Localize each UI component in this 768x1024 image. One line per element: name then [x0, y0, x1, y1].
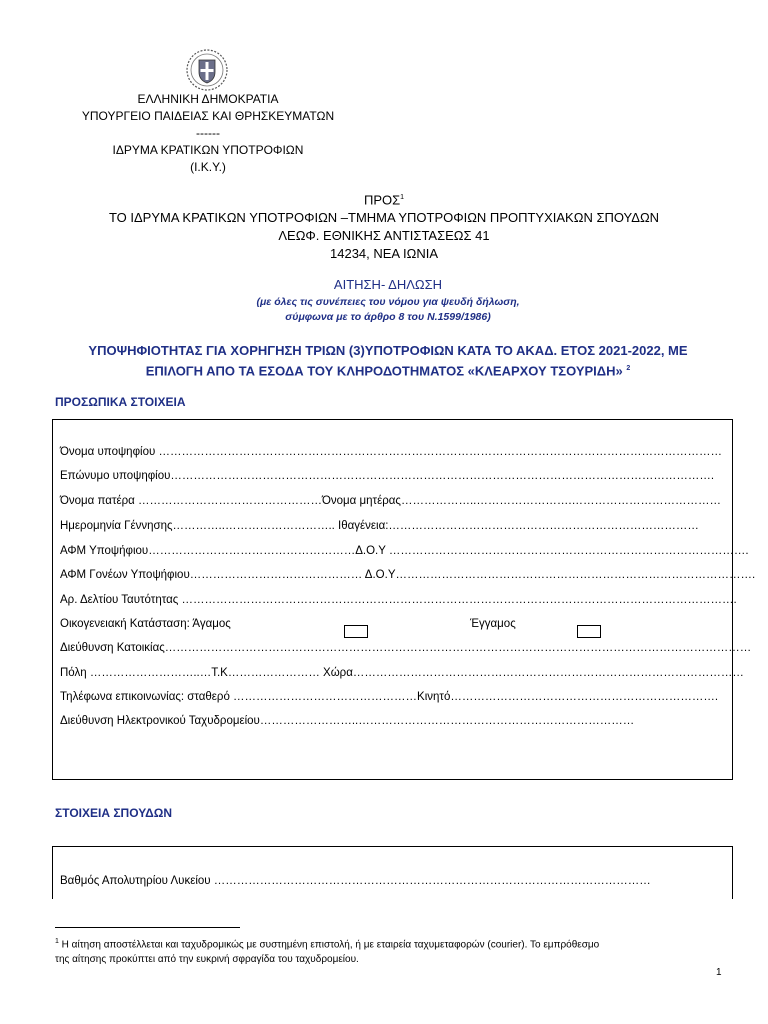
- recipient-to: ΠΡΟΣ$^1$: [363, 192, 405, 208]
- legal-note: [0, 295, 768, 325]
- legal-note-line1: (με όλες τις συνέπειες του νόμου για ψευδή δήλωση,: [256, 296, 520, 308]
- personal-section-heading: ΠΡΟΣΩΠΙΚΑ ΣΤΟΙΧΕΙΑ: [55, 395, 186, 409]
- id-card-field[interactable]: Αρ. Δελτίου Ταυτότητας ……………………………………………………………………………………………………………………………….: [60, 594, 737, 606]
- parents-tax-id-field[interactable]: ΑΦΜ Γονέων Υποψήφιου……………………………………… Δ.Ο.Υ………………………………………………………………………………….: [60, 569, 756, 581]
- foundation-abbr: (Ι.Κ.Υ.): [190, 160, 226, 174]
- legal-note-line2: σύμφωνα με το άρθρο 8 του Ν.1599/1986): [285, 311, 491, 323]
- marital-status-label: Οικογενειακή Κατάσταση: Άγαμος: [60, 618, 231, 630]
- studies-section-heading: ΣΤΟΙΧΕΙΑ ΣΠΟΥΔΩΝ: [55, 806, 173, 820]
- application-subject: [0, 342, 768, 380]
- first-name-field[interactable]: Όνομα υποψηφίου …………………………………………………………………………………………………………………………………: [60, 446, 722, 458]
- application-title: ΑΙΤΗΣΗ- ΔΗΛΩΣΗ: [333, 277, 443, 292]
- footnote-ref-1: 1: [400, 194, 405, 201]
- married-checkbox[interactable]: [577, 625, 601, 638]
- tax-id-field[interactable]: ΑΦΜ Υποψήφιου………………………………………………Δ.Ο.Υ ………………………………………………………………………………….: [60, 545, 749, 557]
- subject-line2: ΕΠΙΛΟΓΗ ΑΠΟ ΤΑ ΕΣΟΔΑ ΤΟΥ ΚΛΗΡΟΔΟΤΗΜΑΤΟΣ «ΚΛΕΑΡΧΟΥ ΤΣΟΥΡΙΔΗ» $^2$: [145, 363, 631, 379]
- issuer-header: [60, 91, 356, 176]
- recipient-block: [0, 189, 768, 263]
- greek-emblem-icon: [185, 48, 229, 92]
- republic-name: ΕΛΛΗΝΙΚΗ ΔΗΜΟΚΡΑΤΙΑ: [137, 92, 279, 106]
- footnote-line1: $^1$ Η αίτηση αποστέλλεται και ταχυδρομικώς με συστημένη επιστολή, ή με εταιρεία ταχυμεταφορών (courier). Το εμπρόθεσμο: [55, 938, 600, 951]
- recipient-dept: ΤΟ ΙΔΡΥΜΑ ΚΡΑΤΙΚΩΝ ΥΠΟΤΡΟΦΙΩΝ –ΤΜΗΜΑ ΥΠΟΤΡΟΦΙΩΝ ΠΡΟΠΤΥΧΙΑΚΩΝ ΣΠΟΥΔΩΝ: [108, 210, 660, 226]
- subject-line1: ΥΠΟΨΗΦΙΟΤΗΤΑΣ ΓΙΑ ΧΟΡΗΓΗΣΗ ΤΡΙΩΝ (3)ΥΠΟΤΡΟΦΙΩΝ ΚΑΤΑ ΤΟ ΑΚΑΔ. ΕΤΟΣ 2021-2022, ΜΕ: [88, 343, 688, 358]
- email-field[interactable]: Διεύθυνση Ηλεκτρονικού Ταχυδρομείου……………………..………………………………………………………………: [60, 715, 635, 727]
- last-name-field[interactable]: Επώνυμο υποψηφίου…………………………………………………………………………………………………………………………….: [60, 470, 715, 482]
- header-separator: ------: [196, 126, 220, 140]
- phones-field[interactable]: Τηλέφωνα επικοινωνίας: σταθερό …………………………………………Κινητό…………………………………………………………….: [60, 691, 719, 703]
- recipient-city: 14234, ΝΕΑ ΙΩΝΙΑ: [330, 246, 438, 262]
- ministry-name: ΥΠΟΥΡΓΕΙΟ ΠΑΙΔΕΙΑΣ ΚΑΙ ΘΡΗΣΚΕΥΜΑΤΩΝ: [81, 109, 335, 123]
- parents-names-field[interactable]: Όνομα πατέρα …………………………………………Όνομα μητέρας………………..…………………….…………………………………: [60, 495, 722, 507]
- school-grade-field[interactable]: Βαθμός Απολυτηρίου Λυκείου ……………………………………………………………………………………………………: [60, 875, 651, 887]
- page-number: 1: [716, 967, 722, 978]
- studies-box: [52, 846, 733, 899]
- birth-nationality-field[interactable]: Ημερομηνία Γέννησης…………..……………………….. Ιθαγένεια:………………………………………………………………………: [60, 520, 699, 532]
- footnote: [55, 934, 755, 967]
- recipient-street: ΛΕΩΦ. ΕΘΝΙΚΗΣ ΑΝΤΙΣΤΑΣΕΩΣ 41: [278, 228, 490, 244]
- address-field[interactable]: Διεύθυνση Κατοικίας………………………………………………………………………………………………………………………………………: [60, 642, 752, 654]
- footnote-divider: [55, 927, 240, 928]
- married-label: Έγγαμος: [470, 618, 516, 630]
- foundation-name: ΙΔΡΥΜΑ ΚΡΑΤΙΚΩΝ ΥΠΟΤΡΟΦΙΩΝ: [112, 143, 304, 157]
- city-postcode-country-field[interactable]: Πόλη ………………………..…Τ.Κ…………………… Χώρα…………………………………………………………………………………………: [60, 667, 744, 679]
- footnote-ref-2: 2: [626, 365, 631, 372]
- single-checkbox[interactable]: [344, 625, 368, 638]
- footnote-line2: της αίτησης προκύπτει από την ευκρινή σφραγίδα του ταχυδρομείου.: [55, 954, 359, 966]
